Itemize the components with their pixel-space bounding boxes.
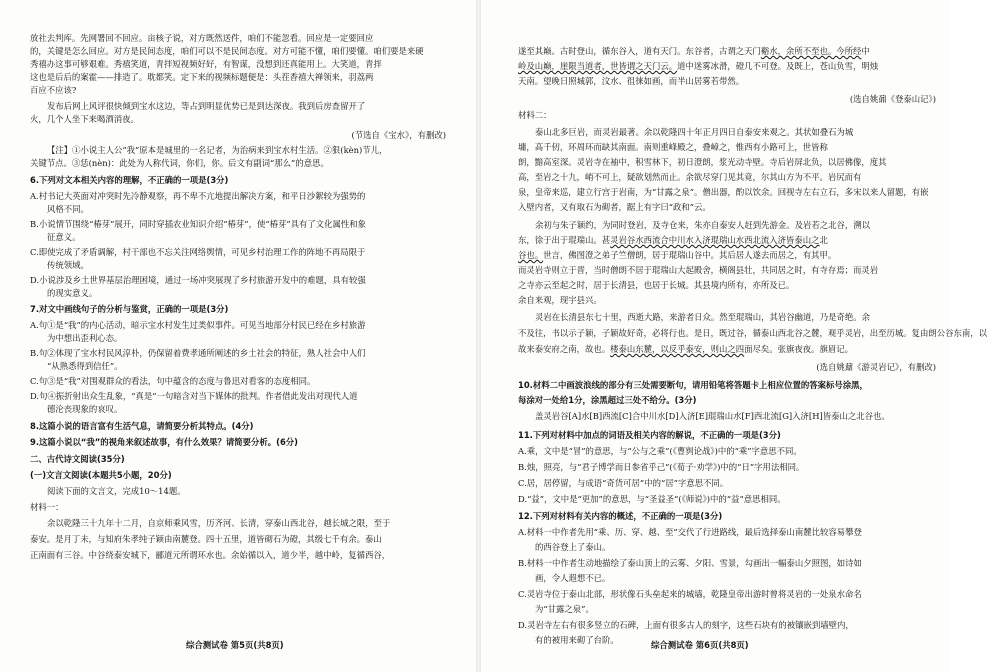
text-line: 德沦丧现象的哀叹。 [47, 404, 123, 414]
page-footer: 综合测试卷 第6页(共8页) [651, 640, 749, 650]
text-line: 而灵岩寺则立于晋，当时僧朗不居于琨瑞山大起殿舍，横阁县壮，共同居之时，有寺存焉；而灵岩 [518, 265, 879, 275]
text-line: 正南面有三谷。中谷绕泰安城下，郦道元所谓环水也。余始循以入，道少半，越中岭，复循西谷， [30, 550, 391, 560]
text-line: 不及往，书以示子颖，子颖故好奇，必将行也。是日，既过谷，循泰山西北谷之麓，观乎灵岩，出至历城。复由朗公谷东南，以 [518, 328, 987, 338]
text-line: C.即使完成了矛盾调解，村干部也不忘关注网络舆情，可见乡村治理工作的阵地不再局限于 [30, 247, 366, 257]
page-footer: 综合测试卷 第5页(共8页) [186, 640, 284, 650]
text-line: 的西谷登上了泰山。 [535, 542, 611, 552]
text-line: 这也是后后的案霍——排造了。耽都笑。定下来的视频标题便是：头茬香禧大禅领来，羽荔两 [30, 72, 374, 82]
text-line: 为“甘露之泉”。 [535, 604, 594, 614]
text-line: 放社去判库。先网署回不回应。亩核子说，对方既然送件，咱们不能忽看。回应是一定要回应 [30, 33, 374, 43]
text-line: 百应不应该? [30, 85, 77, 95]
text-line: B.烛，照亮，与“君子博学而日参省乎己”(《荀子·劝学》)中的“日”字用法相同。 [518, 462, 805, 472]
text-line: 泰安。是月丁未，与知府朱孝纯子颖由南麓登。四十五里，道皆砌石为磴，其级七千有余。泰山 [30, 534, 382, 544]
text-line: 画，令人遐想不已。 [535, 573, 611, 583]
text-line: 6.下列对文本相关内容的理解，不正确的一项是(3分) [30, 175, 229, 185]
text-line: 11.下列对材料中加点的词语及相关内容的解说，不正确的一项是(3分) [518, 430, 781, 440]
text-line: 传统领域。 [47, 260, 89, 270]
text-line: 之寺亦云至起之时，居于长清县，也居于长城。其县境内所有，亦所及已。 [518, 280, 795, 290]
text-line: 9.这篇小说以“我”的视角来叙述故事，有什么效果？请简要分析。(6分) [30, 437, 298, 447]
text-line: 的现实意义。 [47, 288, 98, 298]
text-line: 的，关键是怎么回应。对方是民间态度，咱们可以不是民间态度。对方可能不懂，咱们要懂。咱们要是来硬 [30, 46, 424, 56]
text-line: 阅读下面的文言文，完成10～14题。 [47, 486, 186, 496]
text-line: 天南。望晚日照城郭，汶水、徂徕如画，而半山居雾若带然。 [518, 76, 745, 86]
text-line: D.小说涉及乡土世界基层治理困境，通过一场冲突展现了乡村旅游开发中的难题，具有较强 [30, 275, 366, 285]
text-line: 材料一： [30, 502, 64, 512]
text-line: 余自来观，现宇县兴。 [518, 295, 602, 305]
text-line: 谷也。世言，佛图澄之弟子竺僧朗，居于琨瑞山谷中。其后居人遂去而居之，有其甲。 [518, 250, 837, 260]
text-line: 7.对文中画线句子的分析与鉴赏，正确的一项是(3分) [30, 304, 229, 314]
text-line: 材料二： [518, 110, 552, 120]
text-line: 风格不同。 [47, 204, 89, 214]
text-line: A.材料一中作者先用“乘、历、穿、越、至”交代了行进路线，最后选择泰山南麓比较容易攀登 [518, 527, 862, 537]
text-line: D.灵岩寺左右有很多竖立的石碑，上面有很多古人的刻字，这些石块有的被镶嵌到墙壁内， [518, 620, 854, 630]
text-line: D.句④振折射出众生乱象，“真是”一句暗含对当下媒体的批判。作者借此发出对现代人道 [30, 391, 358, 401]
text-line: 为中想出歪利心态。 [47, 333, 123, 343]
text-line: (选自姚鼐《游灵岩记》，有删改) [816, 362, 936, 372]
text-line: “从熟悉得到信任”。 [47, 361, 123, 371]
text-line: 故来泰安府之南，故也。楼泰山东麓，以反乎泰安，则山之四面尽矣。张旗夜夜。旗眉记。 [518, 344, 853, 354]
text-line: 余以乾隆三十九年十二月，自京师乘风雪，历齐河、长清，穿泰山西北谷，越长城之限，至于 [47, 518, 391, 528]
text-line: 东，徐于出于琨瑞山。甚灵岩谷水西流合中川水入济琨瑞山水西北流入济皆泰山之北 [518, 235, 828, 245]
text-line: 每涂对一处给1分，涂黑超过三处不给分。(3分) [518, 395, 697, 405]
text-line: (节选自《宝水》，有删改) [351, 130, 446, 140]
text-line: 关键节点。③恁(nèn)：此处为人称代词，你们，你。后文有副词“那么”的意思。 [30, 158, 329, 168]
text-line: 盖灵岩谷[A]水[B]西流[C]合中川水[D]入济[E]琨瑞山水[F]西北流[G]入济[H]皆泰山之北谷也。 [535, 411, 890, 421]
text-line: (选自姚鼐《登泰山记》) [849, 94, 936, 104]
text-line: 遂至其巅。古时登山，循东谷入，道有天门。东谷者，古谓之天门谿水，余所不至也。今所经中 [518, 46, 870, 56]
text-line: B.小说情节围绕“椿芽”展开，同时穿插农业知识介绍“椿芽”，使“椿芽”具有了文化属性和象 [30, 219, 367, 229]
text-line: 泉，皇帝来巡，建立行宫于岩南，为“甘露之泉”。僧出器，酌以饮余。回视寺左右立石，多宋以来人留题，有嵌 [518, 187, 929, 197]
text-line: 泰山北多巨岩，而灵岩最著。余以乾隆四十年正月四日自泰安来观之。其状如叠石为城 [535, 127, 854, 137]
text-line: 墉，高千仞，环周环而缺其南面。南则重峰殿之，叠嶂之，惟西有小路可上，世皆称 [518, 142, 828, 152]
text-line: B.句②体现了宝水村民风淳朴，仍保留着费孝通所阐述的乡土社会的特征，熟人社会中人们 [30, 348, 366, 358]
text-line: 灵岩在长清县东七十里，西逝大路，来游者日众。然至琨瑞山，其岩谷幽道，乃是奇绝。余 [535, 312, 870, 322]
text-line: 12.下列对材料有关内容的概述，不正确的一项是(3分) [518, 511, 723, 521]
text-line: B.材料一中作者生动地描绘了泰山顶上的云雾、夕阳、雪景，勾画出一幅泰山夕照图，如诗如 [518, 558, 862, 568]
text-line: 8.这篇小说的语言富有生活气息，请简要分析其特点。(4分) [30, 421, 254, 431]
page-5-column [0, 0, 476, 672]
text-line: 有的被用来砌了台阶。 [535, 635, 619, 645]
page-6-column [481, 0, 987, 672]
text-line: 岭及山巅，崖限当道者，世皆谓之天门云。道中迷雾冰滑，磴几不可登。及既上，苍山负雪，明烛 [518, 61, 879, 71]
text-line: D.“益”，文中是“更加”的意思，与“圣益圣”(《师说》)中的“益”意思相同。 [518, 494, 786, 504]
wavy-underline-segment: 谿水，余所不至也。今所经 [760, 46, 862, 56]
text-line: 10.材料二中画波浪线的部分有三处需要断句，请用铅笔将答题卡上相应位置的答案标号涂黑， [518, 380, 868, 390]
text-line: 入壁内者，又有取石为砌者，踞上有字曰“政和”云。 [518, 202, 711, 212]
wavy-underline-segment: 楼泰山东麓，以反乎泰安，则山之四 [610, 344, 745, 354]
wavy-underline-segment: 岭及山巅，崖限当道者，世皆谓之天门云。 [518, 61, 678, 71]
text-line: 征意义。 [47, 232, 81, 242]
text-line: 火，几个人坐下来喝酒消夜。 [30, 114, 139, 124]
text-line: A.句①是“我”的内心活动，暗示宝水村发生过类似事件。可见当地部分村民已经在乡村旅游 [30, 320, 366, 330]
text-line: 【注】①小说主人公“我”原本是城里的一名记者，为治病来到宝水村生活。②狠(kèn)节儿， [47, 145, 388, 155]
text-line: 二、古代诗文阅读(35分) [30, 454, 125, 464]
text-line: 发布后网上风评很快倾到宝水这边，等占到明显优势已是到达深夜。我到后房查留开了 [47, 101, 366, 111]
wavy-underline-segment: 谷也。 [518, 250, 544, 260]
text-line: C.居，居停留，与成语“奇货可居”中的“居”字意思不同。 [518, 478, 729, 488]
text-line: C.句③是“我”对围观群众的看法，句中蕴含的态度与鲁迅对看客的态度相同。 [30, 376, 316, 386]
text-line: 高，至岩之十九，峭不可上，疑欲划然而止。余欲尽穿门见其竟，尔其山方为不平。岩尻而有 [518, 172, 862, 182]
text-line: 余初与朱子颖约，为同时登岩，及寺仓来，朱亦自泰安人赶到先游金。及岩若之北谷，溯以 [535, 220, 870, 230]
text-line: 朗，黯高室深。灵岩寺在袖中，积雪林下，初日澄朗，浆光动寺壁。寺后岩屏北负，以居佛像，度其 [518, 157, 887, 167]
wavy-underline-segment: 灵岩谷水西流合中川水入济琨瑞山水西北流入济皆泰山之 [610, 235, 820, 245]
text-line: C.灵岩寺位于泰山北部，形状像石头垒起来的城墙，乾隆皇帝出游时曾将灵岩的一处泉水命名 [518, 589, 862, 599]
text-line: (一)文言文阅读(本题共5小题，20分) [30, 470, 172, 480]
text-line: A.乘，文中是“冒”的意思，与“公与之乘”(《曹刿论战》)中的“乘”字意思不同。 [518, 446, 802, 456]
text-line: A.村书记大英面对冲突时先冷静观察，再不卑不亢地提出解决方案，和平日沙絮较为强势的 [30, 191, 366, 201]
text-line: 秀禧办这事可够艰难。秀禧笑道，青拌短视频好好，有智谋，没想到还真能用上。大笑道，青拌 [30, 59, 382, 69]
